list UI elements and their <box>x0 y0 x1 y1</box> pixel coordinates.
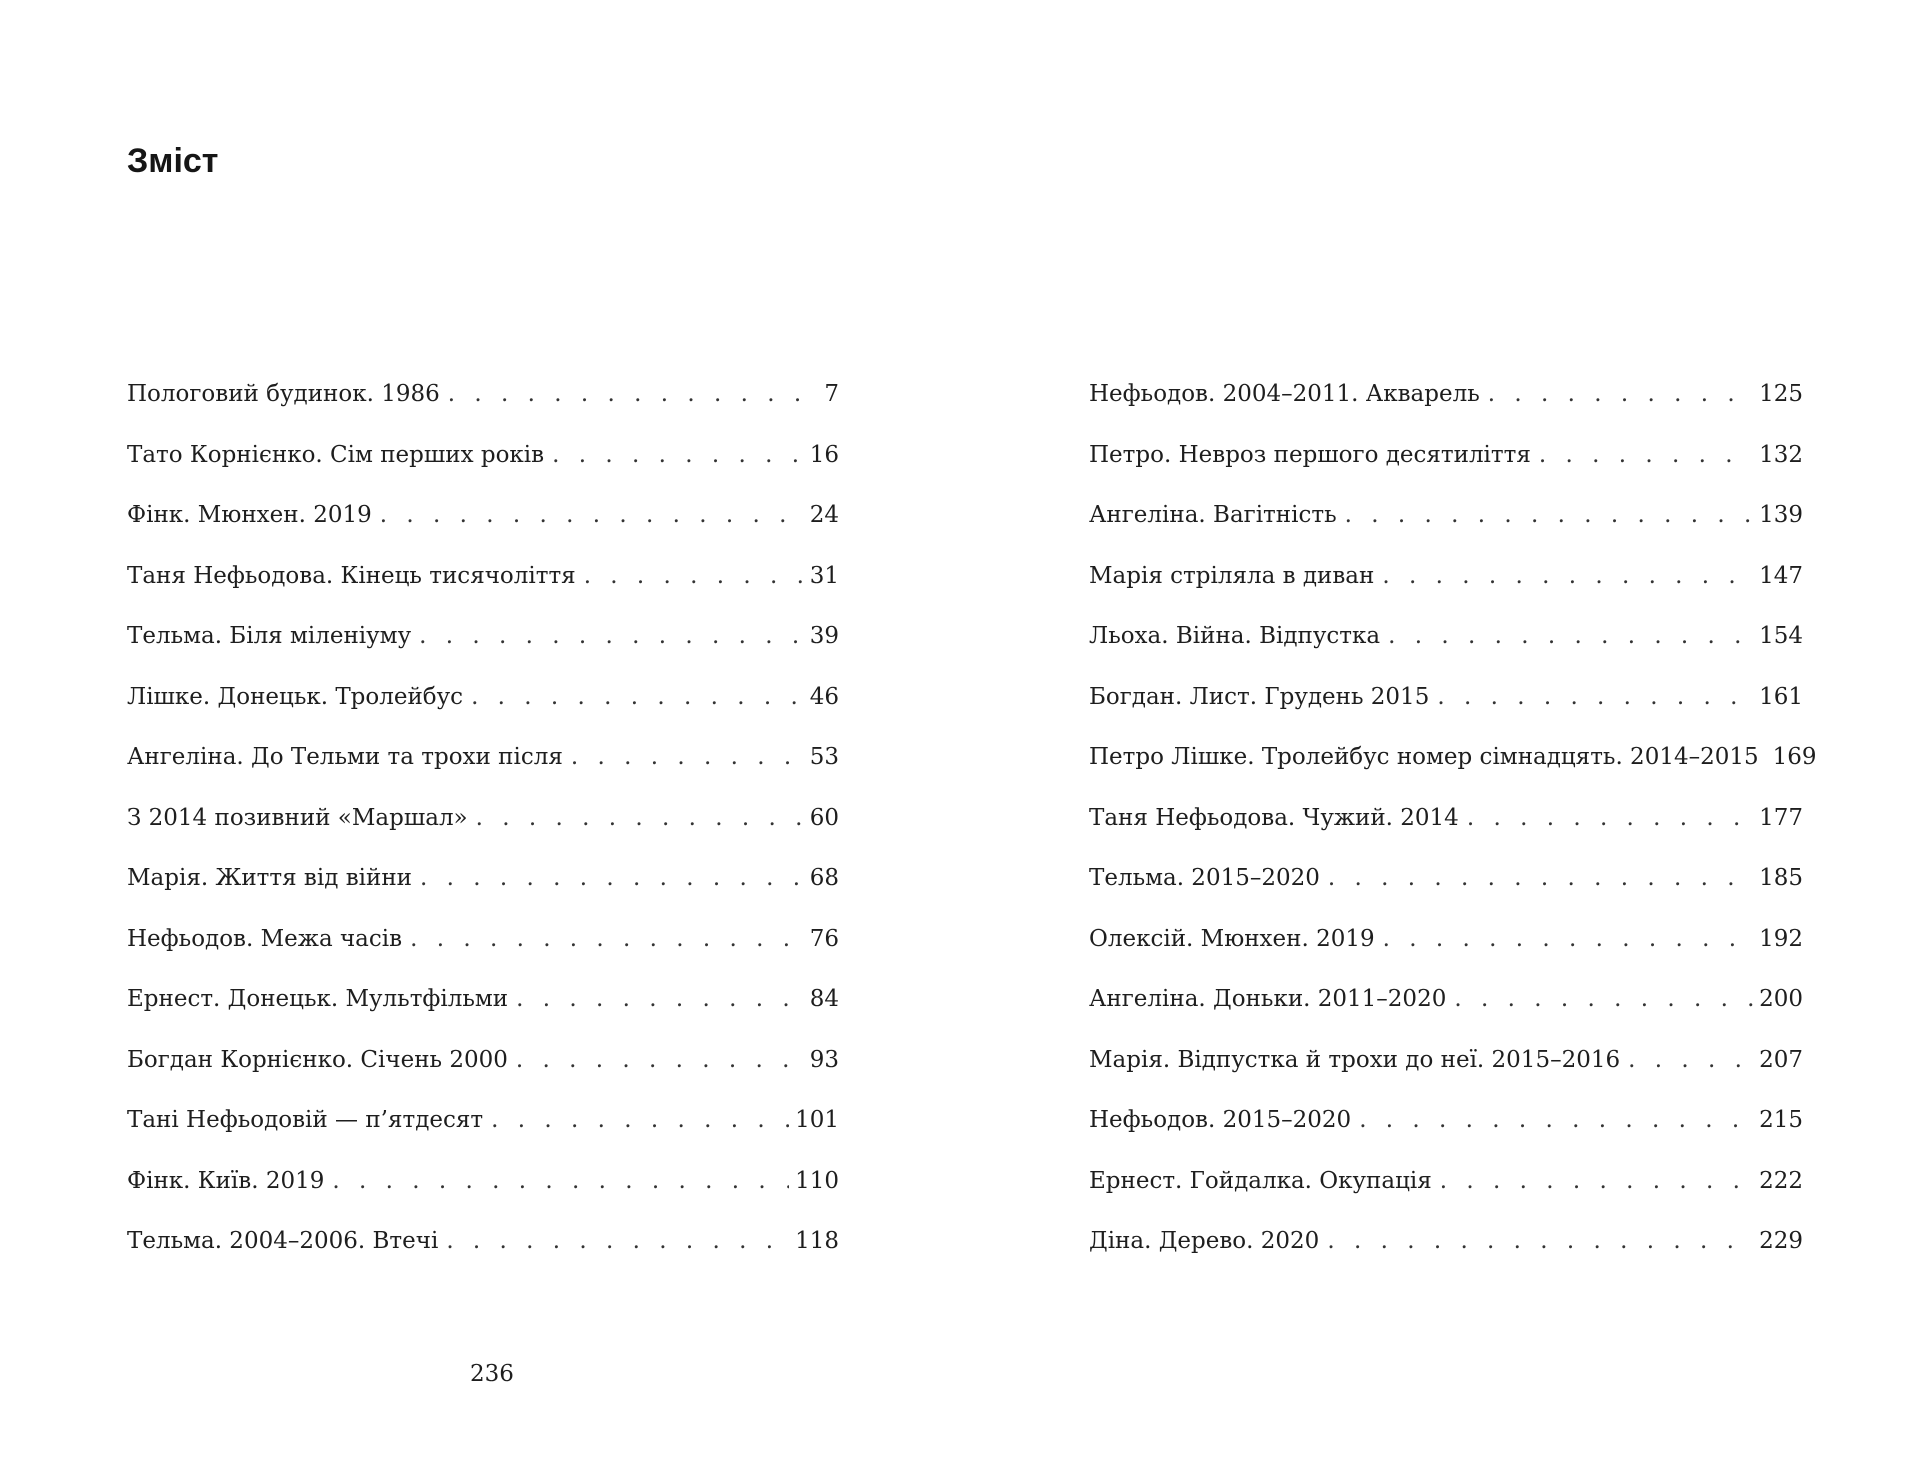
toc-entry <box>1089 802 1803 863</box>
toc-entry <box>1089 862 1803 923</box>
toc-entry <box>1089 378 1803 439</box>
toc-entry-page: 161 <box>1759 683 1803 710</box>
dot-leader <box>571 741 803 773</box>
toc-entry <box>1089 1165 1803 1226</box>
toc-entry-page: 192 <box>1759 925 1803 952</box>
toc-entry <box>127 802 839 863</box>
page-title: Зміст <box>127 142 219 180</box>
dot-leader <box>1488 378 1753 410</box>
toc-entry <box>127 1165 839 1226</box>
toc-entry <box>1089 1044 1803 1105</box>
toc-entry <box>127 741 839 802</box>
toc-entry <box>1089 439 1803 500</box>
toc-entry-title: Нефьодов. 2015–2020 <box>1089 1107 1352 1133</box>
toc-entry <box>1089 741 1817 802</box>
dot-leader <box>471 681 803 713</box>
toc-entry <box>1089 1225 1803 1286</box>
dot-leader <box>1440 1165 1753 1197</box>
dot-leader <box>448 378 803 410</box>
toc-entry-page: 169 <box>1772 744 1817 770</box>
dot-leader <box>1359 1104 1753 1136</box>
dot-leader <box>476 802 803 834</box>
dot-leader <box>419 620 803 652</box>
toc-entry-title: Льоха. Війна. Відпустка <box>1089 623 1381 649</box>
toc-entry-page: 101 <box>795 1107 839 1133</box>
toc-entry-page: 68 <box>809 865 839 891</box>
dot-leader <box>1345 499 1753 531</box>
toc-entry-page: 60 <box>809 804 839 831</box>
dot-leader <box>446 1225 789 1257</box>
toc-entry-title: Петро Лішке. Тролейбус номер сімнадцять. 2014–2015 <box>1089 744 1759 770</box>
toc-entry-title: Фінк. Київ. 2019 <box>127 1167 325 1194</box>
toc-entry-title: Тельма. 2004–2006. Втечі <box>127 1228 439 1254</box>
toc-entry-title: Тато Корнієнко. Сім перших років <box>127 441 545 468</box>
toc-entry-title: Фінк. Мюнхен. 2019 <box>127 502 372 528</box>
toc-entry-title: Нефьодов. Межа часів <box>127 925 403 952</box>
toc-entry <box>127 681 839 742</box>
toc-entry-title: Лішке. Донецьк. Тролейбус <box>127 683 464 710</box>
dot-leader <box>1382 560 1753 592</box>
dot-leader <box>332 1165 789 1197</box>
toc-entry <box>127 560 839 621</box>
toc-entry <box>127 862 839 923</box>
toc-entry <box>1089 681 1803 742</box>
toc-entry <box>1089 560 1803 621</box>
dot-leader <box>516 983 803 1015</box>
toc-entry-title: Тельма. Біля міленіуму <box>127 623 412 649</box>
dot-leader <box>491 1104 789 1136</box>
toc-entry <box>127 923 839 984</box>
dot-leader <box>1328 862 1753 894</box>
toc-entry-page: 147 <box>1759 562 1803 589</box>
toc-entry-title: Ангеліна. До Тельми та трохи після <box>127 744 563 770</box>
toc-entry <box>127 1104 839 1165</box>
toc-entry-page: 39 <box>809 623 839 649</box>
toc-left-column <box>127 378 839 1286</box>
toc-entry-title: Олексій. Мюнхен. 2019 <box>1089 925 1375 952</box>
toc-entry-title: Нефьодов. 2004–2011. Акварель <box>1089 381 1480 407</box>
dot-leader <box>380 499 803 531</box>
toc-entry-title: Таня Нефьодова. Кінець тисячоліття <box>127 562 576 589</box>
toc-entry-page: 177 <box>1759 804 1803 831</box>
dot-leader <box>584 560 803 592</box>
toc-entry-title: Діна. Дерево. 2020 <box>1089 1228 1320 1254</box>
toc-entry <box>127 1044 839 1105</box>
toc-entry-title: Ангеліна. Вагітність <box>1089 502 1337 528</box>
toc-entry-page: 154 <box>1759 623 1803 649</box>
dot-leader <box>1628 1044 1753 1076</box>
toc-entry <box>127 620 839 681</box>
toc-entry-page: 118 <box>795 1228 839 1254</box>
toc-entry-page: 16 <box>809 441 839 468</box>
toc-entry-page: 207 <box>1759 1046 1803 1073</box>
toc-entry-page: 7 <box>824 381 839 407</box>
toc-entry-page: 46 <box>809 683 839 710</box>
toc-entry-title: Богдан. Лист. Грудень 2015 <box>1089 683 1430 710</box>
toc-entry-title: Марія. Життя від війни <box>127 865 412 891</box>
dot-leader <box>1388 620 1753 652</box>
toc-entry-page: 125 <box>1759 381 1803 407</box>
toc-entry-page: 200 <box>1759 986 1803 1012</box>
toc-entry-page: 31 <box>809 562 839 589</box>
toc-entry-page: 93 <box>809 1046 839 1073</box>
toc-entry-title: Пологовий будинок. 1986 <box>127 381 440 407</box>
toc-entry-page: 132 <box>1759 441 1803 468</box>
toc-entry-title: Марія стріляла в диван <box>1089 562 1375 589</box>
toc-entry-title: Тельма. 2015–2020 <box>1089 865 1320 891</box>
dot-leader <box>1539 439 1753 471</box>
toc-right-column <box>1089 378 1817 1286</box>
toc-entry-title: Таня Нефьодова. Чужий. 2014 <box>1089 804 1459 831</box>
dot-leader <box>516 1044 803 1076</box>
toc-entry-title: Ангеліна. Доньки. 2011–2020 <box>1089 986 1447 1012</box>
toc-entry <box>127 378 839 439</box>
toc-entry-title: Ернест. Гойдалка. Окупація <box>1089 1167 1432 1194</box>
toc-entry-page: 110 <box>795 1167 839 1194</box>
page-number: 236 <box>470 1361 514 1387</box>
toc-entry-page: 229 <box>1759 1228 1803 1254</box>
toc-entry <box>1089 923 1803 984</box>
toc-entry-page: 139 <box>1759 502 1803 528</box>
toc-entry <box>127 439 839 500</box>
toc-entry-title: Петро. Невроз першого десятиліття <box>1089 441 1531 468</box>
toc-entry-title: Марія. Відпустка й трохи до неї. 2015–2016 <box>1089 1046 1621 1073</box>
toc-entry-page: 215 <box>1759 1107 1803 1133</box>
dot-leader <box>1327 1225 1753 1257</box>
toc-entry <box>1089 983 1803 1044</box>
dot-leader <box>1454 983 1753 1015</box>
dot-leader <box>1383 923 1753 955</box>
toc-entry-page: 76 <box>809 925 839 952</box>
toc-entry-title: Богдан Корнієнко. Січень 2000 <box>127 1046 508 1073</box>
dot-leader <box>420 862 803 894</box>
toc-entry-page: 222 <box>1759 1167 1803 1194</box>
dot-leader <box>410 923 803 955</box>
toc-entry-page: 84 <box>809 986 839 1012</box>
toc-entry <box>127 499 839 560</box>
toc-entry <box>127 983 839 1044</box>
toc-entry-page: 185 <box>1759 865 1803 891</box>
toc-entry-title: Ернест. Донецьк. Мультфільми <box>127 986 509 1012</box>
toc-entry <box>1089 499 1803 560</box>
toc-entry-page: 24 <box>809 502 839 528</box>
toc-entry <box>127 1225 839 1286</box>
toc-entry <box>1089 620 1803 681</box>
toc-entry <box>1089 1104 1803 1165</box>
dot-leader <box>552 439 803 471</box>
dot-leader <box>1467 802 1753 834</box>
dot-leader <box>1437 681 1753 713</box>
toc-entry-title: Тані Нефьодовій — п’ятдесят <box>127 1107 484 1133</box>
toc-entry-title: З 2014 позивний «Маршал» <box>127 804 468 831</box>
toc-entry-page: 53 <box>809 744 839 770</box>
